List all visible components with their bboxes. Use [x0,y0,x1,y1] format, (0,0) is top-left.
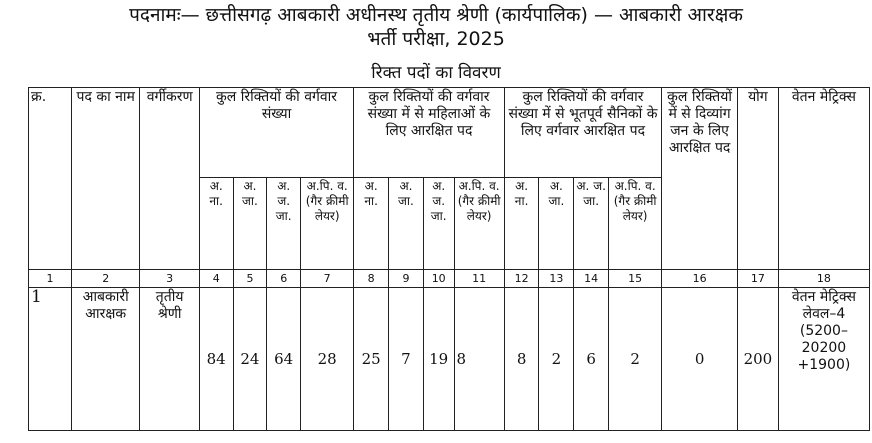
cell-post: आबकारी आरक्षक [71,288,140,431]
subheader-ex-sc: अ. जा. [539,178,574,270]
cell-total: 200 [737,288,778,431]
subheader-women-st: अ. ज. जा. [423,178,454,270]
col-number: 18 [778,270,869,288]
subheader-sc: अ. जा. [233,178,267,270]
cell-pay: वेतन मेट्रिक्स लेवल–4 (5200–20200 +1900) [778,288,869,431]
cell-total-obc: 28 [301,288,354,431]
table-row [29,288,870,431]
col-number: 3 [140,270,199,288]
subheader-ex-st: अ. ज. जा. [574,178,609,270]
header-total-group: कुल रिक्तियों की वर्गवार संख्या [199,88,353,178]
col-number: 14 [574,270,609,288]
col-number: 16 [662,270,738,288]
col-number: 11 [454,270,504,288]
cell-ex-obc: 2 [609,288,662,431]
col-number: 10 [423,270,454,288]
header-total: योग [737,88,778,270]
col-number: 2 [71,270,140,288]
cell-women-sc: 7 [389,288,424,431]
header-category: वर्गीकरण [140,88,199,270]
subheader-women-obc: अ.पि. व. (गैर क्रीमी लेयर) [454,178,504,270]
header-women-group: कुल रिक्तियों की वर्गवार संख्या में से महिलाओं के लिए आरक्षित पद [354,88,504,178]
cell-women-obc: 8 [454,288,504,431]
header-divyang: कुल रिक्तियों में से दिव्यांग जन के लिए आरक्षित पद [662,88,738,270]
col-number: 1 [29,270,72,288]
subheader-women-sc: अ. जा. [389,178,424,270]
header-sno: क्र. [29,88,72,270]
cell-ex-un: 8 [504,288,539,431]
cell-women-st: 19 [423,288,454,431]
col-number: 6 [267,270,301,288]
col-number: 17 [737,270,778,288]
col-number: 8 [354,270,389,288]
cell-divyang: 0 [662,288,738,431]
cell-sno: 1 [29,288,72,431]
cell-total-un: 84 [199,288,233,431]
cell-ex-sc: 2 [539,288,574,431]
cell-total-sc: 24 [233,288,267,431]
col-number: 12 [504,270,539,288]
subheader-obc: अ.पि. व. (गैर क्रीमी लेयर) [301,178,354,270]
document-title: पदनामः— छत्तीसगढ़ आबकारी अधीनस्थ तृतीय श्रेणी (कार्यपालिक) — आबकारी आरक्षक [129,4,743,26]
subheader-women-un: अ. ना. [354,178,389,270]
vacancy-table [28,87,870,431]
cell-ex-st: 6 [574,288,609,431]
header-pay: वेतन मेट्रिक्स [778,88,869,270]
subheader-ex-obc: अ.पि. व. (गैर क्रीमी लेयर) [609,178,662,270]
cell-category: तृतीय श्रेणी [140,288,199,431]
col-number: 4 [199,270,233,288]
cell-women-un: 25 [354,288,389,431]
col-number: 5 [233,270,267,288]
header-post: पद का नाम [71,88,140,270]
subheader-un: अ. ना. [199,178,233,270]
document-subtitle: भर्ती परीक्षा, 2025 [367,28,505,50]
subheader-st: अ. ज. जा. [267,178,301,270]
col-number: 9 [389,270,424,288]
cell-total-st: 64 [267,288,301,431]
col-number: 7 [301,270,354,288]
col-number: 13 [539,270,574,288]
subheader-ex-un: अ. ना. [504,178,539,270]
header-exserviceman-group: कुल रिक्तियों की वर्गवार संख्या में से भूतपूर्व सैनिकों के लिए वर्गवार आरक्षित पद [504,88,662,178]
table-caption: रिक्त पदों का विवरण [371,63,501,83]
col-number: 15 [609,270,662,288]
